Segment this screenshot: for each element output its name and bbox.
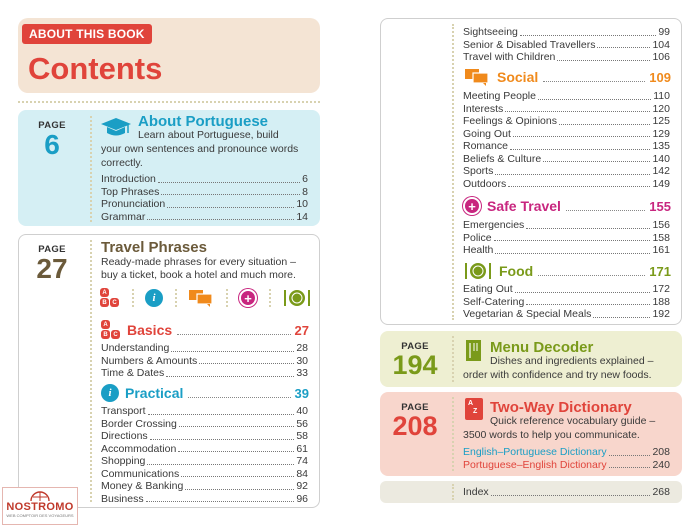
- toc-page: 240: [652, 458, 670, 471]
- toc-page: 156: [652, 219, 670, 231]
- toc-leader: [178, 451, 294, 452]
- toc-label: Communications: [101, 467, 180, 480]
- practical-title: Practical: [125, 385, 184, 401]
- toc-label: Vegetarian & Special Meals: [463, 308, 592, 320]
- plate-cutlery-icon: [282, 288, 312, 308]
- watermark-name: NOSTROMO: [6, 501, 74, 513]
- dict-items: [463, 446, 670, 471]
- toc-row[interactable]: [101, 355, 308, 368]
- basics-title: Basics: [127, 322, 173, 338]
- toc-leader: [494, 240, 651, 241]
- dict-icon-letter-z: Z: [473, 408, 478, 415]
- basics-items: [101, 342, 308, 380]
- toc-page: 58: [296, 430, 308, 442]
- about-divider: [90, 116, 92, 222]
- toc-row[interactable]: [463, 90, 670, 103]
- toc-leader: [146, 501, 295, 502]
- toc-leader: [538, 99, 651, 100]
- travel-desc-2: buy a ticket, book a hotel and much more.: [101, 269, 296, 281]
- toc-leader: [593, 317, 650, 318]
- travel-title: Travel Phrases: [101, 239, 207, 256]
- toc-row[interactable]: [101, 418, 308, 431]
- toc-row[interactable]: [463, 128, 670, 141]
- about-page-box: [24, 120, 80, 159]
- toc-leader: [510, 149, 651, 150]
- toc-label: Emergencies: [463, 219, 525, 231]
- abc-blocks-icon: [101, 320, 121, 340]
- dict-divider: [452, 397, 454, 471]
- toc-row[interactable]: [463, 153, 670, 166]
- toc-label: Beliefs & Culture: [463, 152, 542, 165]
- toc-label: Meeting People: [463, 90, 536, 102]
- safe-travel-heading[interactable]: [463, 197, 671, 215]
- toc-label: Police: [463, 231, 492, 244]
- toc-leader: [543, 161, 650, 162]
- menu-title: Menu Decoder: [490, 339, 594, 356]
- travel-icon-strip: [100, 286, 312, 310]
- about-desc-1: Learn about Portuguese, build: [138, 129, 279, 141]
- toc-label: Accommodation: [101, 442, 177, 455]
- toc-row[interactable]: [101, 173, 308, 186]
- nostromo-watermark: [2, 487, 78, 525]
- toc-leader: [609, 455, 651, 456]
- toc-leader: [147, 219, 294, 220]
- page-title: Contents: [28, 51, 163, 86]
- social-title: Social: [497, 69, 539, 85]
- toc-page: 142: [652, 165, 670, 177]
- toc-label: Money & Banking: [101, 480, 184, 492]
- toc-row[interactable]: [463, 115, 670, 128]
- food-page: 171: [649, 263, 671, 279]
- toc-leader: [559, 124, 651, 125]
- toc-page: 14: [296, 210, 308, 223]
- abc-block-c: C: [111, 330, 120, 339]
- toc-page: 84: [296, 467, 308, 480]
- toc-page: 158: [652, 231, 670, 244]
- about-desc-2: your own sentences and pronounce words: [101, 143, 299, 155]
- toc-label: Numbers & Amounts: [101, 354, 198, 367]
- plus-cross-icon: +: [239, 289, 257, 307]
- toc-row[interactable]: [101, 211, 308, 224]
- toc-leader: [147, 464, 294, 465]
- abc-block-b: B: [100, 298, 109, 307]
- toc-page: 192: [652, 308, 670, 320]
- safe-travel-title: Safe Travel: [487, 198, 561, 214]
- toc-row[interactable]: [463, 486, 670, 499]
- heading-leader: [188, 389, 290, 398]
- abc-block-a: A: [101, 320, 110, 329]
- toc-leader: [515, 292, 651, 293]
- toc-row[interactable]: [101, 186, 308, 199]
- toc-label: Time & Dates: [101, 367, 165, 379]
- food-heading[interactable]: [463, 261, 671, 281]
- about-page-label: PAGE: [38, 120, 66, 131]
- toc-row[interactable]: [463, 232, 670, 245]
- toc-page: 33: [296, 367, 308, 379]
- toc-page: 208: [652, 446, 670, 458]
- toc-label: Feelings & Opinions: [463, 115, 557, 127]
- icon-divider: [226, 289, 228, 307]
- toc-leader: [181, 476, 294, 477]
- toc-row[interactable]: [101, 367, 308, 380]
- toc-label: Sightseeing: [463, 26, 518, 38]
- menu-page-box: [384, 341, 446, 379]
- toc-label: Border Crossing: [101, 417, 177, 430]
- toc-page: 92: [296, 480, 308, 492]
- toc-leader: [199, 363, 294, 364]
- toc-row[interactable]: [101, 430, 308, 443]
- dict-page-label: PAGE: [401, 402, 429, 413]
- toc-label: Health: [463, 244, 494, 256]
- mortarboard-icon: [100, 117, 132, 139]
- icon-divider: [175, 289, 177, 307]
- safe-travel-items: [463, 219, 670, 257]
- toc-label: Interests: [463, 102, 504, 115]
- toc-page: 104: [652, 38, 670, 51]
- about-page-number: 6: [44, 129, 60, 160]
- basics-page: 27: [294, 322, 309, 338]
- header-divider: [18, 101, 320, 103]
- toc-leader: [505, 111, 650, 112]
- toc-row[interactable]: [463, 165, 670, 178]
- toc-page: 268: [652, 486, 670, 498]
- toc-row[interactable]: [101, 443, 308, 456]
- menu-desc-2: order with confidence and try new foods.: [463, 369, 652, 381]
- toc-label: Directions: [101, 430, 148, 442]
- dict-title: Two-Way Dictionary: [490, 399, 632, 416]
- food-title: Food: [499, 263, 534, 279]
- toc-page: 30: [296, 354, 308, 367]
- toc-page: 135: [652, 140, 670, 152]
- toc-page: 56: [296, 417, 308, 430]
- toc-row[interactable]: [101, 198, 308, 211]
- abc-block-b: B: [101, 330, 110, 339]
- abc-blocks-icon: [100, 288, 120, 308]
- icon-divider: [269, 289, 271, 307]
- dictionary-book-icon: [465, 398, 483, 420]
- toc-leader: [179, 426, 294, 427]
- toc-label: Sports: [463, 165, 494, 177]
- toc-leader: [513, 136, 651, 137]
- about-title: About Portuguese: [138, 113, 268, 130]
- toc-page: 161: [652, 244, 670, 256]
- toc-page: 74: [296, 455, 308, 467]
- speech-bubbles-icon: [463, 68, 491, 86]
- toc-label: Self-Catering: [463, 295, 525, 308]
- info-icon: i: [101, 384, 119, 402]
- food-items: [463, 283, 670, 321]
- menu-book-icon: [464, 339, 484, 363]
- heading-leader: [177, 326, 290, 335]
- toc-row[interactable]: [463, 140, 670, 153]
- continued-divider: [452, 24, 454, 320]
- menu-page-number: 194: [392, 350, 438, 380]
- toc-page: 10: [296, 198, 308, 210]
- toc-row[interactable]: [101, 455, 308, 468]
- toc-page: 106: [652, 51, 670, 63]
- toc-page: 61: [296, 442, 308, 455]
- toc-leader: [185, 489, 294, 490]
- toc-page: 8: [302, 185, 308, 198]
- toc-row[interactable]: [101, 342, 308, 355]
- toc-row[interactable]: [463, 459, 670, 472]
- toc-row[interactable]: [463, 244, 670, 257]
- toc-label: Going Out: [463, 127, 511, 140]
- toc-leader: [526, 228, 650, 229]
- toc-row[interactable]: [463, 178, 670, 191]
- plus-cross-icon: +: [463, 197, 481, 215]
- about-this-book-tag: ABOUT THIS BOOK: [22, 24, 152, 44]
- toc-row[interactable]: [101, 468, 308, 481]
- toc-label: Top Phrases: [101, 185, 160, 198]
- dict-icon-letter-a: A: [468, 400, 474, 407]
- toc-page: 110: [653, 90, 670, 102]
- travel-desc-1: Ready-made phrases for every situation –: [101, 256, 296, 268]
- toc-leader: [557, 60, 650, 61]
- toc-row[interactable]: [101, 480, 308, 493]
- toc-row[interactable]: [463, 51, 670, 64]
- dict-page-number: 208: [392, 411, 438, 441]
- toc-row[interactable]: [463, 39, 670, 52]
- toc-leader: [161, 194, 300, 195]
- globe-logo-icon: [29, 489, 51, 501]
- menu-page-label: PAGE: [401, 341, 429, 352]
- toc-label: Index: [463, 486, 489, 498]
- toc-leader: [495, 253, 650, 254]
- speech-bubbles-icon: [188, 289, 214, 307]
- toc-label: Grammar: [101, 210, 146, 223]
- toc-page: 149: [652, 177, 670, 190]
- dict-desc-1: Quick reference vocabulary guide –: [490, 415, 656, 427]
- social-items: [463, 90, 670, 190]
- travel-page-box: [24, 244, 80, 283]
- toc-label: Understanding: [101, 342, 170, 354]
- toc-leader: [171, 351, 294, 352]
- toc-page: 99: [658, 26, 670, 38]
- toc-page: 96: [296, 492, 308, 505]
- toc-row[interactable]: [463, 283, 670, 296]
- toc-page: 40: [296, 405, 308, 417]
- toc-label: Portuguese–English Dictionary: [463, 458, 607, 471]
- toc-row[interactable]: [463, 446, 670, 459]
- about-desc-3: correctly.: [101, 157, 143, 169]
- index-row-wrap: [463, 486, 670, 499]
- toc-row[interactable]: [463, 296, 670, 309]
- toc-row[interactable]: [101, 405, 308, 418]
- toc-row[interactable]: [463, 26, 670, 39]
- practical-page: 39: [294, 385, 309, 401]
- abc-block-a: A: [100, 288, 109, 297]
- toc-leader: [495, 174, 650, 175]
- toc-label: Romance: [463, 140, 508, 152]
- heading-leader: [538, 267, 645, 276]
- heading-leader: [543, 73, 645, 82]
- toc-page: 129: [652, 127, 670, 140]
- toc-row[interactable]: [463, 219, 670, 232]
- toc-label: Business: [101, 492, 144, 505]
- travel-divider: [90, 240, 92, 502]
- toc-label: Pronunciation: [101, 198, 166, 210]
- toc-label: Shopping: [101, 455, 146, 467]
- toc-label: Introduction: [101, 173, 156, 185]
- toc-label: English–Portuguese Dictionary: [463, 446, 607, 458]
- toc-leader: [526, 304, 650, 305]
- travel-page-label: PAGE: [38, 244, 66, 255]
- watermark-sub: WEB COMPTOIR DES VOYAGEURS: [6, 513, 74, 518]
- toc-leader: [491, 495, 651, 496]
- toc-label: Outdoors: [463, 177, 507, 190]
- toc-row[interactable]: [101, 493, 308, 506]
- toc-row[interactable]: [463, 103, 670, 116]
- menu-desc-1: Dishes and ingredients explained –: [490, 355, 654, 367]
- toc-leader: [158, 182, 300, 183]
- toc-leader: [508, 186, 650, 187]
- safe-travel-page: 155: [649, 198, 671, 214]
- toc-leader: [609, 467, 651, 468]
- menu-divider: [452, 336, 454, 382]
- practical-heading[interactable]: [101, 384, 309, 402]
- dict-desc-2: 3500 words to help you communicate.: [463, 429, 640, 441]
- continued-items: [463, 26, 670, 64]
- basics-heading[interactable]: [101, 320, 309, 340]
- toc-leader: [166, 376, 294, 377]
- toc-leader: [148, 414, 295, 415]
- toc-leader: [520, 35, 656, 36]
- toc-label: Eating Out: [463, 283, 513, 295]
- toc-leader: [597, 47, 650, 48]
- toc-page: 28: [296, 342, 308, 354]
- dict-page-box: [384, 402, 446, 440]
- toc-label: Travel with Children: [463, 51, 556, 63]
- toc-label: Transport: [101, 405, 146, 417]
- toc-leader: [150, 439, 295, 440]
- toc-page: 6: [302, 173, 308, 185]
- toc-page: 188: [652, 295, 670, 308]
- toc-page: 172: [652, 283, 670, 295]
- travel-page-number: 27: [36, 253, 68, 284]
- heading-leader: [566, 202, 645, 211]
- plate-cutlery-icon: [463, 261, 493, 281]
- social-heading[interactable]: [463, 68, 671, 86]
- icon-divider: [132, 289, 134, 307]
- info-icon: i: [145, 289, 163, 307]
- toc-label: Senior & Disabled Travellers: [463, 38, 596, 51]
- toc-row[interactable]: [463, 308, 670, 321]
- toc-page: 125: [652, 115, 670, 127]
- toc-page: 140: [652, 152, 670, 165]
- toc-page: 120: [652, 102, 670, 115]
- abc-block-c: C: [110, 298, 119, 307]
- practical-items: [101, 405, 308, 505]
- social-page: 109: [649, 69, 671, 85]
- toc-leader: [167, 207, 294, 208]
- index-divider: [452, 484, 454, 500]
- about-items: [101, 173, 308, 223]
